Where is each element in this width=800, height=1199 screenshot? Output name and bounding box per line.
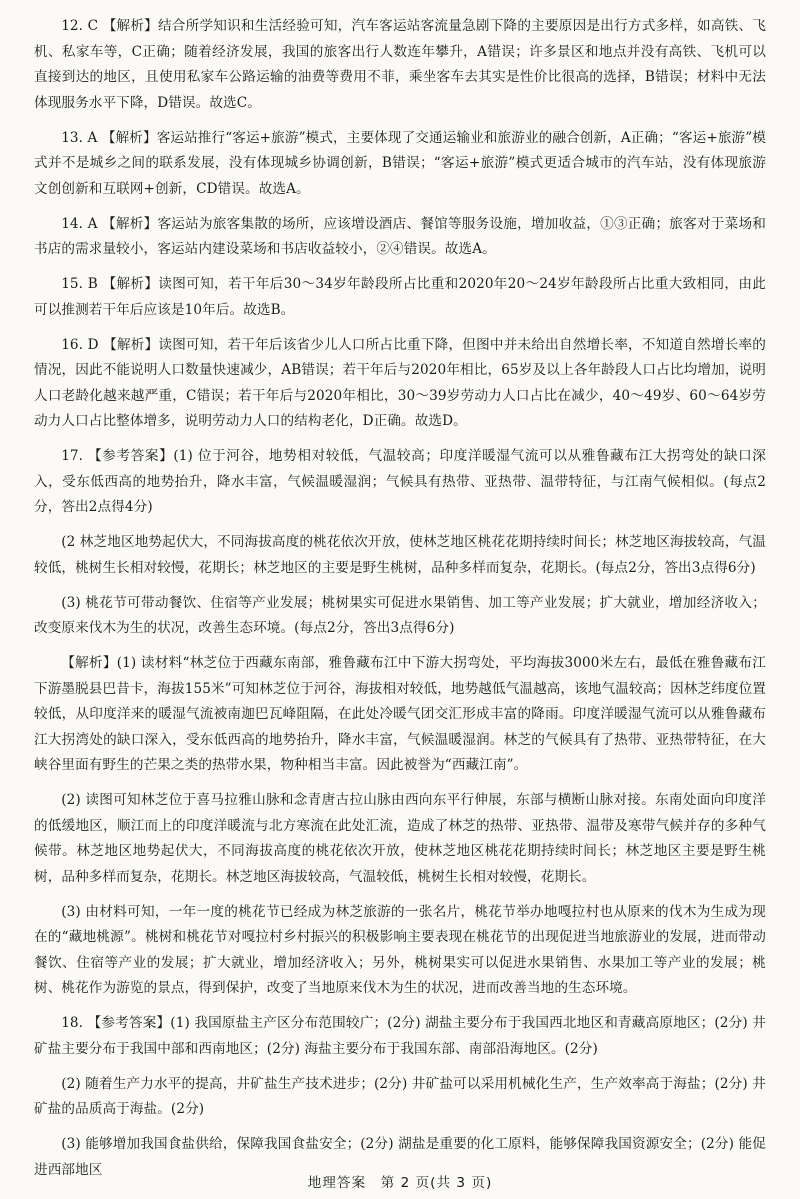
answer-15: 15. B 【解析】读图可知，若干年后30～34岁年龄段所占比重和2020年20～24岁年龄段所占比重大致相同，由此可以推测若干年后应该是10年后。故选B。 [34,276,766,318]
answer-14: 14. A 【解析】客运站为旅客集散的场所，应该增设酒店、餐馆等服务设施，增加收益，①③正确；旅客对于菜场和书店的需求量较小，客运站内建设菜场和书店收益较小，②④错误。故选A。 [34,215,766,257]
answer-content [34,14,766,1183]
answer-17-part-1: 17. 【参考答案】(1) 位于河谷，地势相对较低，气温较高；印度洋暖湿气流可以从雅鲁藏布江大拐弯处的缺口深入，受东低西高的地势抬升，降水丰富，气候温暖湿润；气候具有热带、亚热带、温带特征，与江南气候相似。(每点2分，答出2点得4分) [34,448,766,515]
answer-13: 13. A 【解析】客运站推行“客运+旅游”模式，主要体现了交通运输业和旅游业的融合创新，A正确；“客运+旅游”模式并不是城乡之间的联系发展，没有体现城乡协调创新，B错误；“客运+旅游”模式更适合城市的汽车站，没有体现旅游文创创新和互联网+创新，CD错误。故选A。 [34,129,766,197]
answer-17-part-2: (2 林芝地区地势起伏大，不同海拔高度的桃花依次开放，使林芝地区桃花花期持续时间长；林芝地区海拔较高，气温较低，桃树生长相对较慢，花期长；林芝地区的主要是野生桃树，品种多样而复杂，花期长。(每点2分，答出3点得6分) [34,534,766,576]
analysis-17-part-1: 【解析】(1) 读材料“林芝位于西藏东南部，雅鲁藏布江中下游大拐弯处，平均海拔3000米左右，最低在雅鲁藏布江下游墨脱县巴昔卡，海拔155米”可知林芝位于河谷，海拔相对较低，地势越低气温越高，该地气温较高；因林芝纬度位置较低，从印度洋来的暖湿气流被南迦巴瓦峰阻隔，在此处冷暖气团交汇形成丰富的降雨。印度洋暖湿气流可以从雅鲁藏布江大拐湾处的缺口深入，受东低西高的地势抬升，降水丰富，气候温暖湿润。林芝的气候具有了热带、亚热带特征，在大峡谷里面有野生的芒果之类的热带水果，物种相当丰富。因此被誉为“西藏江南”。 [34,655,766,773]
answer-18-part-1: 18. 【参考答案】(1) 我国原盐主产区分布范围较广；(2分) 湖盐主要分布于我国西北地区和青藏高原地区；(2分) 井矿盐主要分布于我国中部和西南地区；(2分) 海盐主要分布于我国东部、南部沿海地区。(2分) [34,1015,766,1057]
page-footer: 地理答案 第 2 页(共 3 页) [307,1175,493,1191]
answer-18-part-3: (3) 能够增加我国食盐供给，保障我国食盐安全；(2分) 湖盐是重要的化工原料，能够保障我国资源安全；(2分) 能促进西部地区 [34,1136,766,1178]
answer-16: 16. D 【解析】读图可知，若干年后该省少儿人口所占比重下降，但图中并未给出自然增长率，不知道自然增长率的情况，因此不能说明人口数量快速减少，AB错误；若干年后与2020年相比，65岁及以上各年龄段人口占比均增加，说明人口老龄化越来越严重，C错误；若干年后与2020年相比，30～39岁劳动力人口占比在减少，40～49岁、60～64岁劳动力人口占比整体增多，说明劳动力人口的结构老化，D正确。故选D。 [34,336,766,429]
analysis-17-part-3: (3) 由材料可知，一年一度的桃花节已经成为林芝旅游的一张名片，桃花节举办地嘎拉村也从原来的伐木为生成为现在的“藏地桃源”。桃树和桃花节对嘎拉村乡村振兴的积极影响主要表现在桃花节的出现促进当地旅游业的发展，进而带动餐饮、住宿等产业的发展；扩大就业，增加经济收入；另外，桃树果实可以促进水果销售、水果加工等产业的发展；桃树、桃花作为游览的景点，得到保护，改变了当地原来伐木为生的状况，进而改善当地的生态环境。 [34,903,766,996]
analysis-17-part-2: (2) 读图可知林芝位于喜马拉雅山脉和念青唐古拉山脉由西向东平行伸展，东部与横断山脉对接。东南处面向印度洋的低缓地区，顺江而上的印度洋暖流与北方寒流在此处汇流，造成了林芝的热带、亚热带、温带及寒带气候并存的多种气候带。林芝地区地势起伏大，不同海拔高度的桃花依次开放，使林芝地区桃花花期持续时间长；林芝地区主要是野生桃树，品种多样而复杂，花期长。林芝地区海拔较高，气温较低，桃树生长相对较慢，花期长。 [34,792,766,885]
answer-18-part-2: (2) 随着生产力水平的提高，井矿盐生产技术进步；(2分) 井矿盐可以采用机械化生产，生产效率高于海盐；(2分) 井矿盐的品质高于海盐。(2分) [34,1075,766,1117]
answer-12: 12. C 【解析】结合所学知识和生活经验可知，汽车客运站客流量急剧下降的主要原因是出行方式多样，如高铁、飞机、私家车等，C正确；随着经济发展，我国的旅客出行人数连年攀升，A错误；许多景区和地点并没有高铁、飞机可以直接到达的地区，且使用私家车公路运输的油费等费用不菲，乘坐客车去其实是性价比很高的选择，B错误；材料中无法体现服务水平下降，D错误。故选C。 [34,18,766,111]
answer-17-part-3: (3) 桃花节可带动餐饮、住宿等产业发展；桃树果实可促进水果销售、加工等产业发展；扩大就业，增加经济收入；改变原来伐木为生的状况，改善生态环境。(每点2分，答出3点得6分) [34,594,766,636]
